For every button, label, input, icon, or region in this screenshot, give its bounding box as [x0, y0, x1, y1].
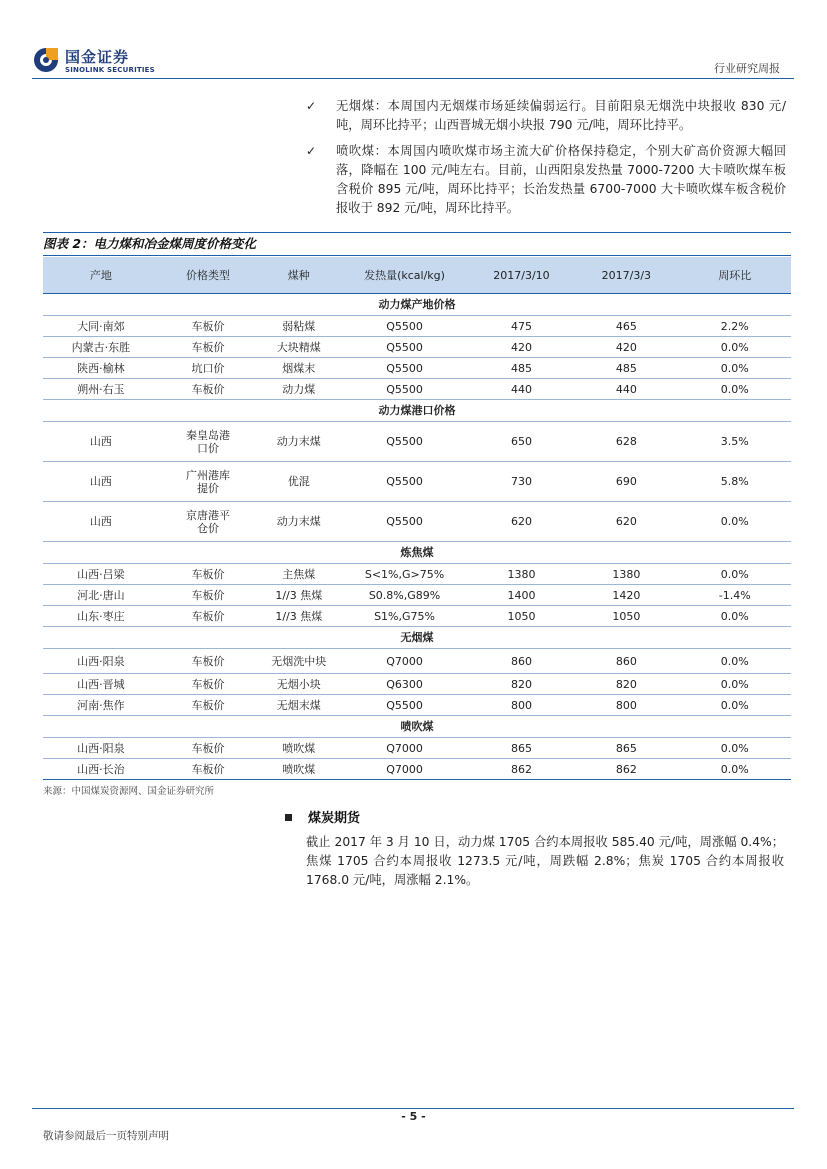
cell-price-current: 485: [469, 358, 574, 379]
cell-price-previous: 862: [574, 759, 678, 780]
cell-calorific: S0.8%,G89%: [340, 585, 468, 606]
table-row: [43, 695, 791, 716]
cell-calorific: Q5500: [340, 316, 468, 337]
col-header-origin: 产地: [43, 257, 159, 294]
table-row: [43, 337, 791, 358]
section-title: 无烟煤: [43, 627, 791, 649]
check-icon: ✓: [306, 99, 317, 113]
cell-price-current: 420: [469, 337, 574, 358]
logo-icon: [32, 46, 60, 74]
cell-price-current: 865: [469, 738, 574, 759]
cell-calorific: Q5500: [340, 695, 468, 716]
cell-calorific: Q6300: [340, 674, 468, 695]
cell-coal-type: 动力末煤: [257, 422, 340, 462]
cell-wow: 0.0%: [679, 502, 791, 542]
table-row: [43, 379, 791, 400]
section-heading-text: 煤炭期货: [308, 811, 361, 826]
cell-origin: 河北·唐山: [43, 585, 159, 606]
cell-coal-type: 1//3 焦煤: [257, 585, 340, 606]
cell-origin: 山西: [43, 462, 159, 502]
cell-price-previous: 865: [574, 738, 678, 759]
section-title: 动力煤港口价格: [43, 400, 791, 422]
table-section-row: [43, 542, 791, 564]
cell-price-previous: 628: [574, 422, 678, 462]
cell-origin: 山西·吕梁: [43, 564, 159, 585]
bullet-text: 无烟煤：本周国内无烟煤市场延续偏弱运行。目前阳泉无烟洗中块报收 830 元/吨，周环比持平；山西晋城无烟小块报 790 元/吨，周环比持平。: [336, 99, 786, 132]
page-header: [32, 40, 794, 78]
cell-price-current: 1380: [469, 564, 574, 585]
cell-price-type: 车板价: [159, 337, 258, 358]
cell-coal-type: 喷吹煤: [257, 738, 340, 759]
cell-price-type: 车板价: [159, 585, 258, 606]
cell-origin: 河南·焦作: [43, 695, 159, 716]
cell-price-current: 475: [469, 316, 574, 337]
check-icon: ✓: [306, 144, 317, 158]
table-header-row: [43, 257, 791, 294]
cell-calorific: Q5500: [340, 502, 468, 542]
cell-wow: 0.0%: [679, 564, 791, 585]
cell-origin: 山西·晋城: [43, 674, 159, 695]
cell-price-current: 620: [469, 502, 574, 542]
table-row: [43, 462, 791, 502]
cell-price-previous: 1420: [574, 585, 678, 606]
cell-coal-type: 喷吹煤: [257, 759, 340, 780]
cell-calorific: Q5500: [340, 358, 468, 379]
cell-calorific: S1%,G75%: [340, 606, 468, 627]
bullet-list: [306, 97, 786, 225]
cell-price-type: 坑口价: [159, 358, 258, 379]
cell-coal-type: 动力末煤: [257, 502, 340, 542]
table-row: [43, 585, 791, 606]
table-section-row: [43, 294, 791, 316]
cell-calorific: S<1%,G>75%: [340, 564, 468, 585]
cell-wow: 0.0%: [679, 358, 791, 379]
cell-price-previous: 465: [574, 316, 678, 337]
cell-calorific: Q5500: [340, 379, 468, 400]
col-header-calorific: 发热量(kcal/kg): [340, 257, 468, 294]
cell-price-previous: 440: [574, 379, 678, 400]
disclaimer-note: 敬请参阅最后一页特别声明: [43, 1130, 169, 1142]
cell-wow: 3.5%: [679, 422, 791, 462]
table-row: [43, 649, 791, 674]
cell-wow: 0.0%: [679, 606, 791, 627]
table-section-row: [43, 400, 791, 422]
cell-calorific: Q5500: [340, 422, 468, 462]
figure-source: 来源：中国煤炭资源网、国金证券研究所: [43, 786, 215, 797]
cell-coal-type: 动力煤: [257, 379, 340, 400]
table-row: [43, 564, 791, 585]
cell-origin: 山西: [43, 422, 159, 462]
cell-wow: 0.0%: [679, 337, 791, 358]
cell-price-current: 440: [469, 379, 574, 400]
cell-price-type: 车板价: [159, 316, 258, 337]
cell-wow: 0.0%: [679, 379, 791, 400]
cell-origin: 朔州·右玉: [43, 379, 159, 400]
table-row: [43, 422, 791, 462]
cell-origin: 山西·阳泉: [43, 738, 159, 759]
table-row: [43, 358, 791, 379]
cell-wow: 0.0%: [679, 695, 791, 716]
cell-origin: 陕西·榆林: [43, 358, 159, 379]
cell-origin: 大同·南郊: [43, 316, 159, 337]
col-header-wow: 周环比: [679, 257, 791, 294]
cell-wow: 0.0%: [679, 649, 791, 674]
square-bullet-icon: [285, 814, 292, 821]
cell-price-type: 车板价: [159, 695, 258, 716]
cell-wow: 0.0%: [679, 738, 791, 759]
cell-wow: -1.4%: [679, 585, 791, 606]
section-title: 炼焦煤: [43, 542, 791, 564]
table-row: [43, 738, 791, 759]
cell-wow: 5.8%: [679, 462, 791, 502]
cell-price-previous: 420: [574, 337, 678, 358]
cell-price-previous: 1050: [574, 606, 678, 627]
cell-price-type: 秦皇岛港口价: [159, 422, 258, 462]
bullet-text: 喷吹煤：本周国内喷吹煤市场主流大矿价格保持稳定，个别大矿高价资源大幅回落，降幅在 100 元/吨左右。目前，山西阳泉发热量 7000-7200 大卡喷吹煤车板含税价 895 元/吨，周环比持平；长治发热量 6700-7000 大卡喷吹煤车板含税价报收于 892 元/吨，周环比持平。: [336, 144, 786, 215]
cell-coal-type: 无烟小块: [257, 674, 340, 695]
cell-calorific: Q5500: [340, 462, 468, 502]
table-row: [43, 606, 791, 627]
cell-price-previous: 485: [574, 358, 678, 379]
cell-calorific: Q7000: [340, 649, 468, 674]
cell-calorific: Q5500: [340, 337, 468, 358]
bullet-item: [306, 142, 786, 218]
cell-origin: 山西: [43, 502, 159, 542]
table-row: [43, 759, 791, 780]
cell-price-type: 广州港库提价: [159, 462, 258, 502]
cell-price-type: 车板价: [159, 674, 258, 695]
cell-price-type: 车板价: [159, 606, 258, 627]
brand-name-cn: 国金证券: [65, 48, 130, 66]
cell-price-current: 1050: [469, 606, 574, 627]
table-body: [43, 294, 791, 780]
section-title: 动力煤产地价格: [43, 294, 791, 316]
cell-coal-type: 无烟洗中块: [257, 649, 340, 674]
cell-price-current: 820: [469, 674, 574, 695]
cell-price-current: 862: [469, 759, 574, 780]
cell-coal-type: 1//3 焦煤: [257, 606, 340, 627]
cell-wow: 0.0%: [679, 759, 791, 780]
cell-origin: 山东·枣庄: [43, 606, 159, 627]
cell-price-previous: 690: [574, 462, 678, 502]
cell-calorific: Q7000: [340, 738, 468, 759]
cell-price-current: 650: [469, 422, 574, 462]
cell-price-type: 车板价: [159, 564, 258, 585]
cell-price-previous: 1380: [574, 564, 678, 585]
section-heading: [285, 807, 360, 826]
cell-coal-type: 大块精煤: [257, 337, 340, 358]
cell-price-previous: 860: [574, 649, 678, 674]
cell-coal-type: 烟煤末: [257, 358, 340, 379]
cell-price-type: 车板价: [159, 738, 258, 759]
cell-origin: 山西·阳泉: [43, 649, 159, 674]
table-section-row: [43, 716, 791, 738]
cell-coal-type: 无烟末煤: [257, 695, 340, 716]
cell-price-type: 车板价: [159, 759, 258, 780]
cell-calorific: Q7000: [340, 759, 468, 780]
cell-coal-type: 弱粘煤: [257, 316, 340, 337]
cell-wow: 2.2%: [679, 316, 791, 337]
bullet-item: [306, 97, 786, 135]
col-header-coal-type: 煤种: [257, 257, 340, 294]
table-row: [43, 674, 791, 695]
cell-price-previous: 820: [574, 674, 678, 695]
table-section-row: [43, 627, 791, 649]
cell-coal-type: 主焦煤: [257, 564, 340, 585]
cell-price-current: 1400: [469, 585, 574, 606]
figure-title: 图表 2：电力煤和冶金煤周度价格变化: [43, 233, 791, 256]
cell-origin: 山西·长治: [43, 759, 159, 780]
cell-coal-type: 优混: [257, 462, 340, 502]
col-header-date-previous: 2017/3/3: [574, 257, 678, 294]
cell-price-current: 730: [469, 462, 574, 502]
cell-price-current: 800: [469, 695, 574, 716]
table-row: [43, 316, 791, 337]
cell-price-previous: 800: [574, 695, 678, 716]
section-title: 喷吹煤: [43, 716, 791, 738]
cell-origin: 内蒙古·东胜: [43, 337, 159, 358]
cell-wow: 0.0%: [679, 674, 791, 695]
price-table: [43, 257, 791, 780]
table-row: [43, 502, 791, 542]
col-header-price-type: 价格类型: [159, 257, 258, 294]
header-divider: [32, 78, 794, 79]
cell-price-type: 车板价: [159, 649, 258, 674]
cell-price-current: 860: [469, 649, 574, 674]
col-header-date-current: 2017/3/10: [469, 257, 574, 294]
cell-price-type: 京唐港平仓价: [159, 502, 258, 542]
cell-price-previous: 620: [574, 502, 678, 542]
report-type: 行业研究周报: [714, 62, 780, 75]
brand-name-en: SINOLINK SECURITIES: [65, 66, 155, 74]
footer-divider: [32, 1108, 794, 1109]
page-number: - 5 -: [401, 1110, 426, 1123]
futures-paragraph: 截止 2017 年 3 月 10 日，动力煤 1705 合约本周报收 585.40 元/吨，周涨幅 0.4%；焦煤 1705 合约本周报收 1273.5 元/吨，周跌幅 2.8%；焦炭 1705 合约本周报收 1768.0 元/吨，周涨幅 2.1%。: [306, 835, 785, 887]
cell-price-type: 车板价: [159, 379, 258, 400]
